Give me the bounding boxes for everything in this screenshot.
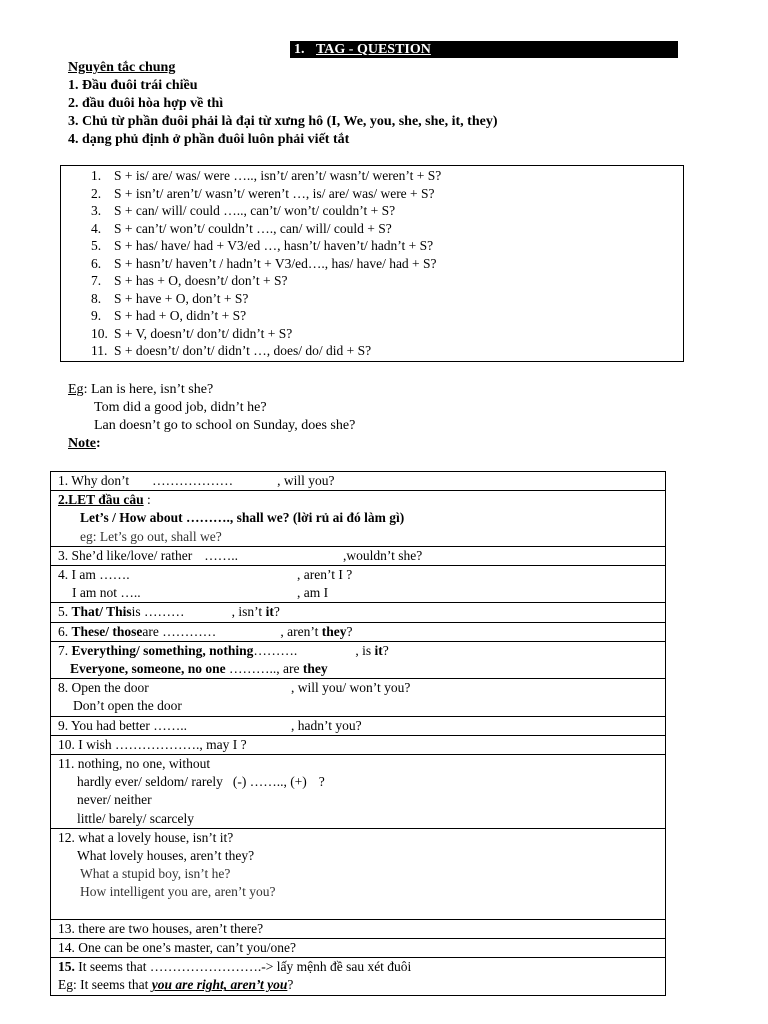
formula-item: [91, 220, 441, 238]
table-row: [51, 603, 666, 622]
formula-item: [91, 290, 441, 308]
note-number: 7.: [58, 642, 72, 658]
note-text: What a stupid boy, isn’t he?: [80, 866, 231, 882]
table-cell: [51, 622, 666, 641]
examples: [68, 381, 355, 453]
table-cell: [51, 716, 666, 735]
example-line: Lan doesn’t go to school on Sunday, does she?: [94, 418, 356, 433]
note-text: 12. what a lovely house, isn’t it?: [58, 829, 234, 845]
table-cell: [51, 603, 666, 622]
table-cell: 10. I wish ………………., may I ?: [51, 735, 666, 754]
note-pronoun: they: [302, 661, 328, 677]
note-text: 9. You had better ……..: [58, 717, 187, 733]
note-blank: ………………: [152, 473, 234, 488]
note-text: hardly ever/ seldom/ rarely: [77, 774, 223, 790]
note-text: 4. I am …….: [58, 567, 130, 583]
notes-table: [50, 471, 666, 996]
section-number: 1.: [294, 42, 305, 57]
note-tag: , is: [355, 642, 375, 658]
formula-text: S + can/ will/ could ….., can’t/ won’t/ couldn’t + S?: [114, 203, 396, 218]
formula-text: S + isn’t/ aren’t/ wasn’t/ weren’t …, is/ are/ was/ were + S?: [114, 185, 435, 201]
table-cell: [51, 828, 666, 919]
note-pronoun: they: [321, 623, 347, 639]
table-row: [51, 641, 666, 678]
formula-item: [91, 237, 441, 255]
note-text: never/ neither: [77, 792, 152, 808]
note-mark: ?: [273, 604, 280, 620]
formula-number: 4.: [91, 220, 102, 236]
example-text: : Lan is here, isn’t she?: [83, 382, 214, 397]
formula-item: [91, 185, 441, 203]
note-subject: Everything/ something, nothing: [71, 642, 254, 658]
formula-number: 7.: [91, 273, 102, 288]
formula-number: 8.: [91, 290, 102, 306]
formula-number: 6.: [91, 255, 102, 271]
note-mark: ?: [346, 623, 353, 639]
table-row: [51, 566, 666, 603]
table-row: [51, 716, 666, 735]
note-pronoun: it: [374, 642, 383, 658]
formula-number: 2.: [91, 185, 102, 201]
table-row: [51, 679, 666, 716]
table-cell: [51, 679, 666, 716]
table-cell: [51, 546, 666, 565]
formula-number: 9.: [91, 308, 102, 323]
note-number: 5.: [58, 604, 72, 620]
note-text: 8. Open the door: [58, 680, 149, 696]
formula-list: [91, 167, 441, 360]
note-heading: 2.LET đầu câu: [58, 492, 144, 508]
formula-text: S + can’t/ won’t/ couldn’t …., can/ will/ could + S?: [114, 220, 392, 236]
note-heading: [68, 435, 355, 453]
formula-text: S + hasn’t/ haven’t / hadn’t + V3/ed…., has/ have/ had + S?: [114, 255, 437, 271]
table-cell: [51, 472, 666, 491]
example-line: Tom did a good job, didn’t he?: [94, 400, 267, 415]
table-row: [51, 755, 666, 829]
table-row: [51, 622, 666, 641]
note-mark: ?: [287, 977, 294, 993]
rules-heading: Nguyên tắc chung: [68, 60, 176, 75]
formula-item: [91, 202, 441, 220]
note-tag: , hadn’t you?: [291, 717, 362, 733]
note-text: are …………: [142, 623, 217, 639]
note-text: It seems that …………………….-> lấy mệnh đề sau xét đuôi: [74, 959, 412, 975]
note-tag: , aren’t I ?: [297, 567, 353, 583]
note-colon: :: [96, 436, 101, 451]
note-text: How intelligent you are, aren’t you?: [80, 884, 276, 900]
rule-item: 2. đầu đuôi hòa hợp về thì: [68, 96, 224, 111]
note-mark: ?: [318, 774, 325, 790]
rule-item: 1. Đầu đuôi trái chiều: [68, 78, 198, 93]
note-text: I am not …..: [72, 585, 141, 601]
table-cell: 14. One can be one’s master, can’t you/one?: [51, 939, 666, 958]
note-tag: , isn’t: [231, 604, 266, 620]
formula-item: [91, 255, 441, 273]
note-subject: That/ This: [71, 604, 132, 620]
table-cell: [51, 755, 666, 829]
table-row: [51, 919, 666, 938]
note-pattern: (-) …….., (+): [232, 774, 307, 790]
note-text: little/ barely/ scarcely: [77, 810, 194, 826]
table-row: [51, 828, 666, 919]
rule-item: 4. dạng phủ định ở phần đuôi luôn phải viết tắt: [68, 132, 350, 147]
note-label: Note: [68, 436, 96, 451]
note-tag: , will you?: [277, 473, 335, 488]
note-tag: , am I: [297, 585, 329, 601]
note-example: eg: Let’s go out, shall we?: [80, 528, 222, 544]
formula-number: 11.: [91, 343, 108, 358]
formula-text: S + doesn’t/ don’t/ didn’t …, does/ do/ did + S?: [114, 343, 372, 358]
formula-text: S + has + O, doesn’t/ don’t + S?: [114, 273, 288, 288]
formula-number: 5.: [91, 238, 102, 253]
table-row: [51, 546, 666, 565]
table-row: [51, 472, 666, 491]
note-text: 11. nothing, no one, without: [58, 756, 211, 772]
formula-item: [91, 307, 441, 325]
formula-box: [60, 165, 684, 362]
note-text: ……….: [253, 642, 298, 658]
note-subject: Everyone, someone, no one: [70, 661, 226, 677]
table-row: [51, 735, 666, 754]
table-row: [51, 491, 666, 547]
note-highlight: you are right, aren’t you: [151, 977, 288, 993]
section-title: [290, 41, 678, 58]
formula-item: [91, 167, 441, 185]
note-text: 3. She’d like/love/ rather: [58, 547, 193, 563]
table-cell: [51, 566, 666, 603]
note-mark: ?: [382, 642, 389, 658]
table-row: [51, 939, 666, 958]
note-text: is ………: [131, 604, 185, 620]
note-tag: ,wouldn’t she?: [342, 547, 423, 563]
note-text: 1. Why don’t: [58, 473, 130, 488]
formula-number: 1.: [91, 168, 102, 183]
formula-item: [91, 325, 441, 343]
table-cell: [51, 491, 666, 547]
note-text: Let’s / How about ………., shall we? (lời rủ ai đó làm gì): [80, 510, 405, 526]
rule-item: 3. Chủ từ phần đuôi phải là đại từ xưng hô (I, We, you, she, she, it, they): [68, 114, 498, 129]
formula-item: [91, 272, 441, 290]
note-number: 15.: [58, 959, 75, 975]
section-title-text: TAG - QUESTION: [316, 42, 431, 57]
formula-text: S + has/ have/ had + V3/ed …, hasn’t/ haven’t/ hadn’t + S?: [114, 238, 434, 253]
note-text: :: [143, 492, 151, 508]
note-text: ……….., are: [225, 661, 303, 677]
formula-text: S + V, doesn’t/ don’t/ didn’t + S?: [114, 325, 293, 341]
note-pronoun: it: [265, 604, 274, 620]
note-tag: , aren’t: [280, 623, 322, 639]
table-row: [51, 958, 666, 995]
formula-item: [91, 342, 441, 360]
formula-number: 3.: [91, 203, 102, 218]
table-cell: [51, 641, 666, 678]
example-label: Eg: [68, 382, 84, 397]
formula-text: S + have + O, don’t + S?: [114, 290, 249, 306]
table-cell: [51, 958, 666, 995]
general-rules: [68, 59, 498, 149]
note-subject: These/ those: [71, 623, 143, 639]
formula-text: S + is/ are/ was/ were ….., isn’t/ aren’t/ wasn’t/ weren’t + S?: [114, 168, 442, 183]
note-tag: , will you/ won’t you?: [291, 680, 411, 696]
example-line: [68, 381, 355, 399]
note-example: Eg: It seems that: [58, 977, 152, 993]
note-blank: ……..: [204, 547, 238, 563]
table-cell: 13. there are two houses, aren’t there?: [51, 919, 666, 938]
note-number: 6.: [58, 623, 72, 639]
note-text: Don’t open the door: [73, 698, 182, 714]
formula-text: S + had + O, didn’t + S?: [114, 308, 247, 323]
note-text: What lovely houses, aren’t they?: [77, 848, 255, 864]
formula-number: 10.: [91, 325, 108, 341]
